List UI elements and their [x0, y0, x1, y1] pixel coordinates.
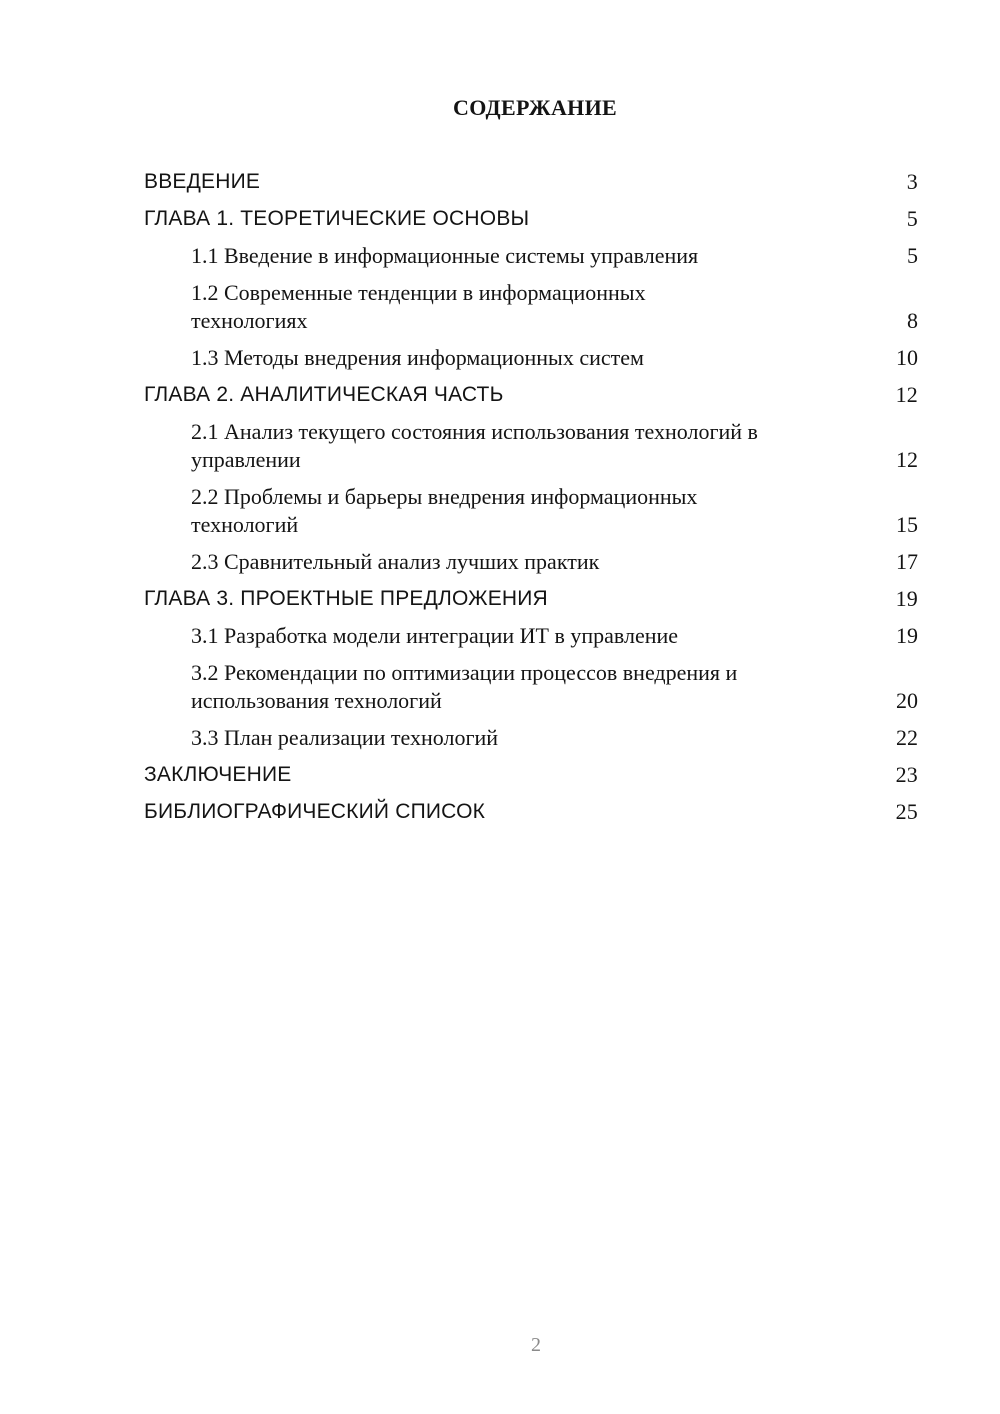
toc-entry-text: 3.3 План реализации технологий — [191, 725, 499, 750]
toc-entry-text: 2.2 Проблемы и барьеры внедрения информационных технологий — [191, 484, 698, 537]
toc-entry-section-1-2[interactable] — [144, 279, 918, 335]
toc-entry-page: 25 — [895, 799, 918, 824]
toc-entry-text: ЗАКЛЮЧЕНИЕ — [144, 763, 292, 786]
toc-entry-text: 2.1 Анализ текущего состояния использования технологий в управлении — [191, 419, 758, 472]
toc-entry-page: 15 — [896, 512, 918, 537]
toc-entry-text: 1.3 Методы внедрения информационных систем — [191, 345, 644, 370]
toc-entry-page: 19 — [896, 623, 918, 648]
toc-entry-text: 1.2 Современные тенденции в информационных технологиях — [191, 280, 646, 333]
toc-entry-text: БИБЛИОГРАФИЧЕСКИЙ СПИСОК — [144, 800, 486, 823]
toc-entry-bibliography[interactable] — [144, 798, 918, 826]
toc-entry-section-2-1[interactable] — [144, 418, 918, 474]
toc-entry-section-3-3[interactable] — [144, 724, 918, 752]
toc-entry-page: 20 — [896, 688, 918, 713]
toc-entry-text: 2.3 Сравнительный анализ лучших практик — [191, 549, 600, 574]
toc-entry-page: 19 — [895, 586, 918, 611]
toc-entry-conclusion[interactable] — [144, 761, 918, 789]
toc-entry-text: 1.1 Введение в информационные системы управления — [191, 243, 699, 268]
toc-entry-text: ВВЕДЕНИЕ — [144, 170, 261, 193]
toc-entry-chapter-1[interactable] — [144, 205, 918, 233]
toc-entry-text: ГЛАВА 3. ПРОЕКТНЫЕ ПРЕДЛОЖЕНИЯ — [144, 587, 548, 610]
toc-entry-chapter-3[interactable] — [144, 585, 918, 613]
toc-entry-chapter-2[interactable] — [144, 381, 918, 409]
toc-entry-section-3-2[interactable] — [144, 659, 918, 715]
toc-entry-section-2-3[interactable] — [144, 548, 918, 576]
toc-entry-introduction[interactable] — [144, 168, 918, 196]
table-of-contents — [144, 168, 918, 826]
toc-entry-page: 5 — [906, 206, 918, 231]
toc-entry-text: ГЛАВА 2. АНАЛИТИЧЕСКАЯ ЧАСТЬ — [144, 383, 504, 406]
toc-entry-page: 17 — [896, 549, 918, 574]
page-number: 2 — [531, 1334, 541, 1356]
toc-entry-section-3-1[interactable] — [144, 622, 918, 650]
toc-entry-text: 3.2 Рекомендации по оптимизации процессов внедрения и использования технологий — [191, 660, 738, 713]
toc-entry-page: 5 — [907, 243, 918, 268]
toc-entry-text: 3.1 Разработка модели интеграции ИТ в управление — [191, 623, 679, 648]
toc-entry-page: 23 — [895, 762, 918, 787]
toc-entry-page: 12 — [896, 447, 918, 472]
page-title: СОДЕРЖАНИЕ — [453, 95, 617, 120]
toc-entry-section-1-3[interactable] — [144, 344, 918, 372]
toc-entry-page: 8 — [907, 308, 918, 333]
toc-entry-page: 22 — [896, 725, 918, 750]
toc-entry-page: 12 — [895, 382, 918, 407]
toc-entry-section-2-2[interactable] — [144, 483, 918, 539]
toc-entry-text: ГЛАВА 1. ТЕОРЕТИЧЕСКИЕ ОСНОВЫ — [144, 207, 530, 230]
toc-entry-section-1-1[interactable] — [144, 242, 918, 270]
toc-entry-page: 3 — [906, 169, 918, 194]
toc-entry-page: 10 — [896, 345, 918, 370]
